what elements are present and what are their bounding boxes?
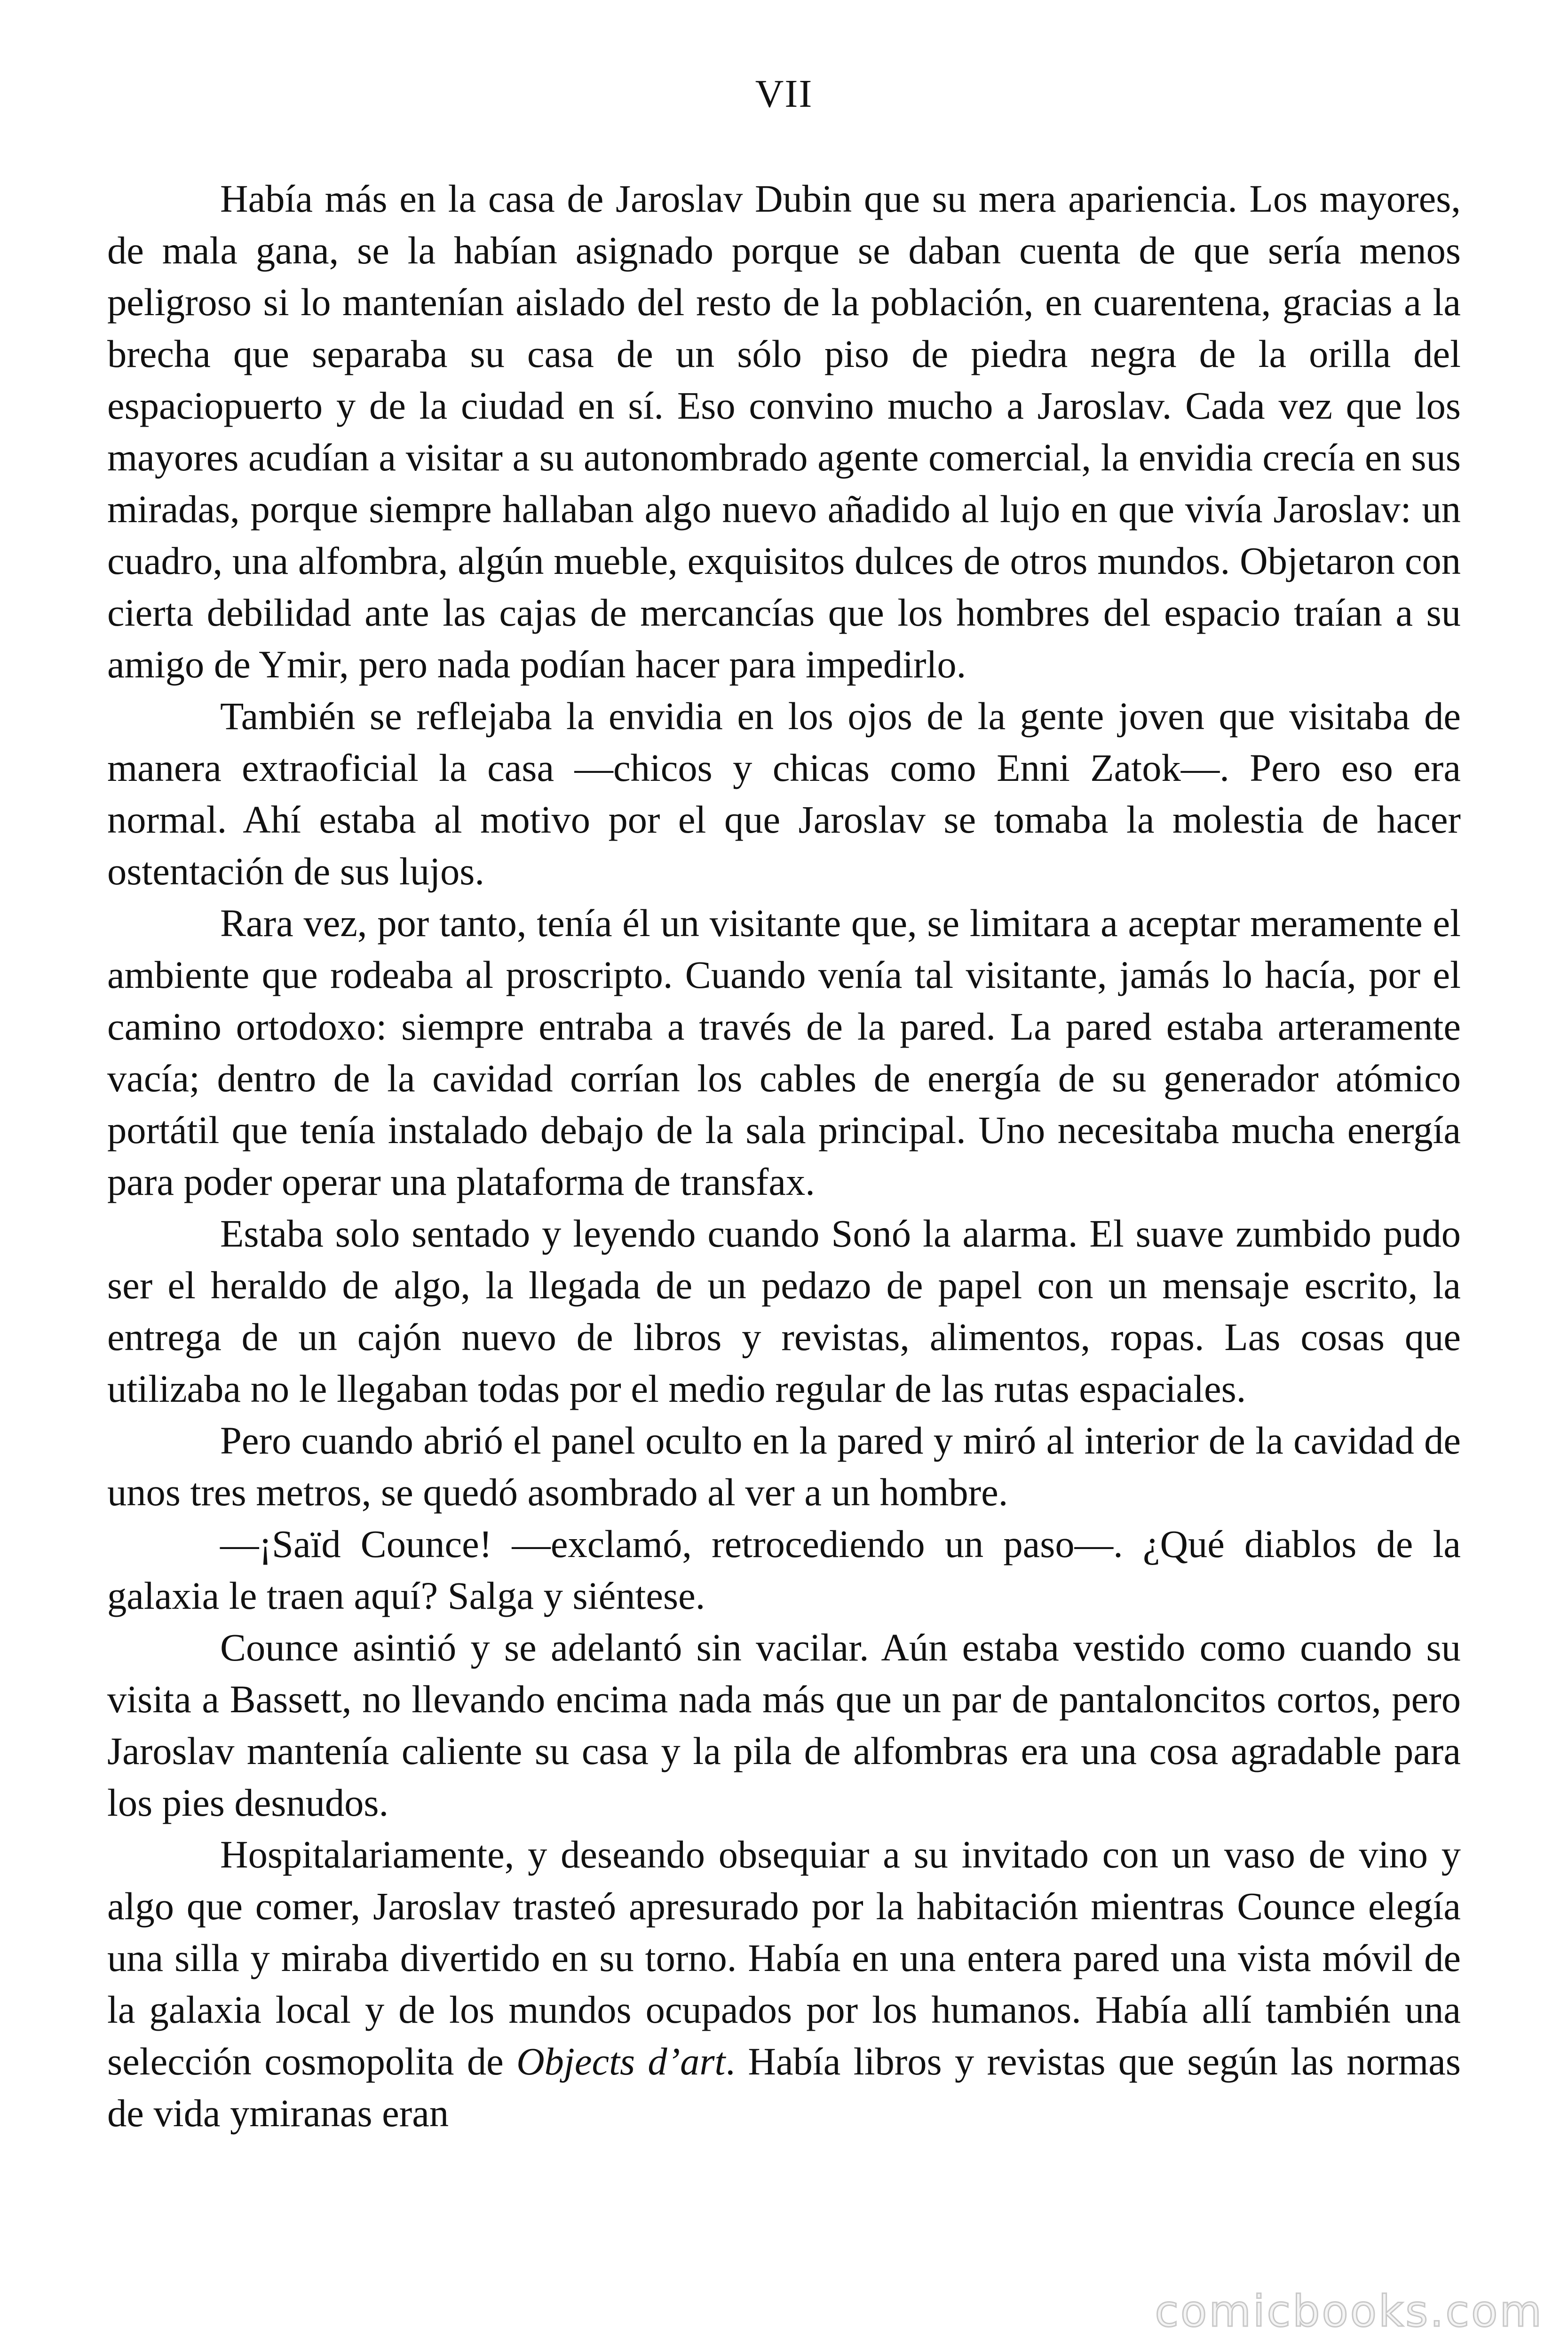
paragraph: Rara vez, por tanto, tenía él un visitante que, se limitara a aceptar meramente el ambiente que rodeaba al proscripto. Cuando venía tal visitante, jamás lo hacía, por el camino ortodoxo: siempre entraba a través de la pared. La pared estaba arteramente vacía; dentro de la cavidad corrían los cables de energía de su generador atómico portátil que tenía instalado debajo de la sala principal. Uno necesitaba mucha energía para poder operar una plataforma de transfax.: [107, 901, 1461, 1203]
watermark-logo: comicbooks.com: [1155, 2286, 1544, 2336]
paragraph: Estaba solo sentado y leyendo cuando Sonó la alarma. El suave zumbido pudo ser el heraldo de algo, la llegada de un pedazo de papel con un mensaje escrito, la entrega de un cajón nuevo de libros y revistas, alimentos, ropas. Las cosas que utilizaba no le llegaban todas por el medio regular de las rutas espaciales.: [107, 1212, 1461, 1410]
chapter-body: [107, 173, 1461, 2139]
paragraph: Pero cuando abrió el panel oculto en la pared y miró al interior de la cavidad de unos tres metros, se quedó asombrado al ver a un hombre.: [107, 1419, 1461, 1514]
paragraph-text-segment: Hospitalariamente, y deseando obsequiar a su invitado con un vaso de vino y algo que comer, Jaroslav trasteó apresurado por la habitación mientras Counce elegía una silla y miraba divertido en su torno. Había en una entera pared una vista móvil de la galaxia local y de los mundos ocupados por los humanos. Había allí también una selección cosmopolita de: [107, 1833, 1461, 2083]
italic-phrase: Objects d’art: [516, 2040, 726, 2083]
paragraph: Había más en la casa de Jaroslav Dubin que su mera apariencia. Los mayores, de mala gana, se la habían asignado porque se daban cuenta de que sería menos peligroso si lo mantenían aislado del resto de la población, en cuarentena, gracias a la brecha que separaba su casa de un sólo piso de piedra negra de la orilla del espaciopuerto y de la ciudad en sí. Eso convino mucho a Jaroslav. Cada vez que los mayores acudían a visitar a su autonombrado agente comercial, la envidia crecía en sus miradas, porque siempre hallaban algo nuevo añadido al lujo en que vivía Jaroslav: un cuadro, una alfombra, algún mueble, exquisitos dulces de otros mundos. Objetaron con cierta debilidad ante las cajas de mercancías que los hombres del espacio traían a su amigo de Ymir, pero nada podían hacer para impedirlo.: [107, 177, 1461, 686]
paragraph: Counce asintió y se adelantó sin vacilar. Aún estaba vestido como cuando su visita a Bassett, no llevando encima nada más que un par de pantaloncitos cortos, pero Jaroslav mantenía caliente su casa y la pila de alfombras era una cosa agradable para los pies desnudos.: [107, 1626, 1461, 1824]
paragraph-text-segment: . Había libros y revistas que según las normas de vida ymiranas eran: [107, 2040, 1461, 2135]
paragraph: También se reflejaba la envidia en los ojos de la gente joven que visitaba de manera extraoficial la casa —chicos y chicas como Enni Zatok—. Pero eso era normal. Ahí estaba al motivo por el que Jaroslav se tomaba la molestia de hacer ostentación de sus lujos.: [107, 694, 1461, 893]
chapter-heading: VII: [755, 72, 813, 116]
paragraph-last: [107, 1828, 1461, 2139]
paragraph: —¡Saïd Counce! —exclamó, retrocediendo un paso—. ¿Qué diablos de la galaxia le traen aquí? Salga y siéntese.: [107, 1522, 1461, 1617]
